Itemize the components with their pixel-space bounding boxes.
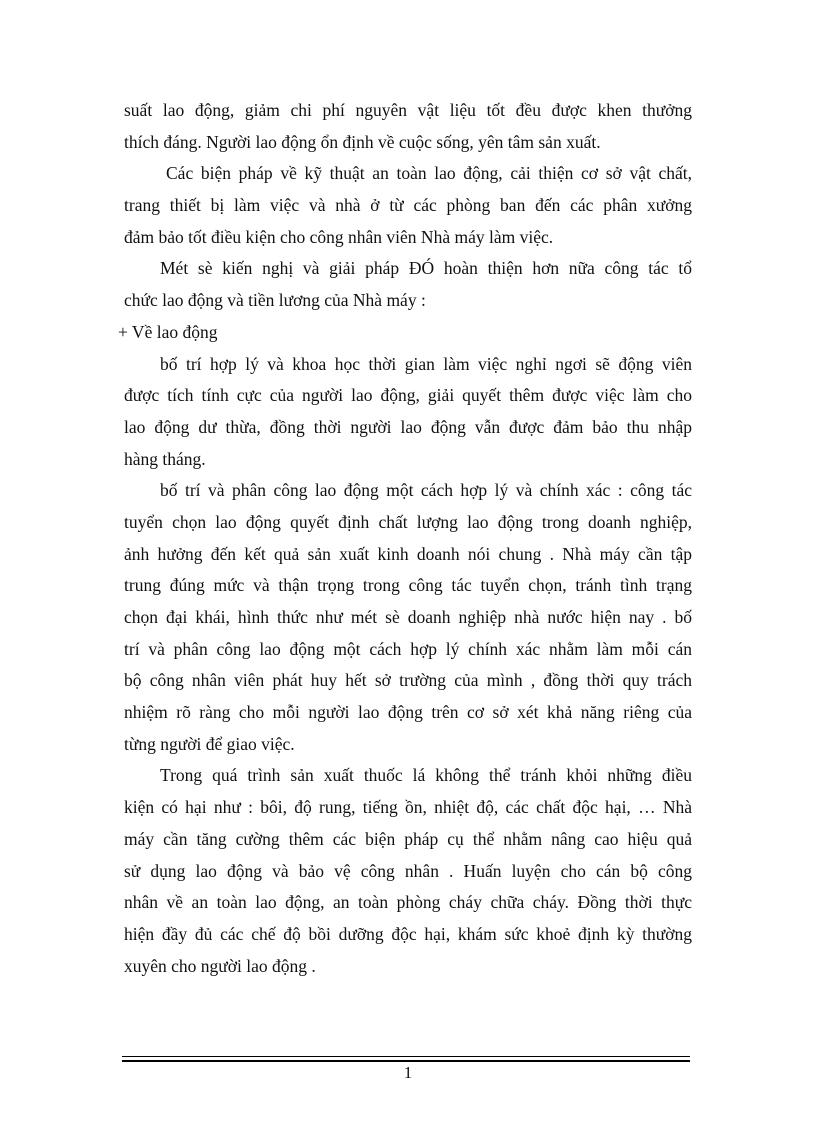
text-line: xuyên cho người lao động . [124, 955, 316, 976]
footer-divider [122, 1056, 690, 1057]
text-line: thích đáng. Người lao động ổn định về cuộc sống, yên tâm sản xuất. [124, 131, 601, 152]
footer-divider [122, 1060, 690, 1062]
text-line: được tích tính cực của người lao động, giải quyết thêm được việc làm cho [124, 385, 692, 406]
text-line: bộ công nhân viên phát huy hết sở trường của mình , đồng thời quy trách [124, 670, 692, 691]
section-heading: + Về lao động [118, 321, 218, 342]
text-line: hiện đầy đủ các chế độ bồi dưỡng độc hại, khám sức khoẻ định kỳ thường [124, 923, 692, 944]
text-line: nhiệm rõ ràng cho mỗi người lao động trên cơ sở xét khả năng riêng của [124, 702, 692, 723]
text-line: nhân về an toàn lao động, an toàn phòng cháy chữa cháy. Đồng thời thực [124, 892, 692, 913]
text-line: bố trí và phân công lao động một cách hợp lý và chính xác : công tác [160, 480, 692, 501]
text-line: ảnh hưởng đến kết quả sản xuất kinh doanh nói chung . Nhà máy cần tập [124, 543, 692, 564]
text-line: từng người để giao việc. [124, 733, 295, 754]
text-line: bố trí hợp lý và khoa học thời gian làm việc nghỉ ngơi sẽ động viên [160, 353, 692, 374]
text-line: Mét sè kiến nghị và giải pháp ĐÓ hoàn thiện hơn nữa công tác tổ [160, 258, 692, 279]
text-line: Trong quá trình sản xuất thuốc lá không thể tránh khỏi những điều [160, 765, 692, 786]
text-line: tuyển chọn lao động quyết định chất lượng lao động trong doanh nghiệp, [124, 511, 692, 532]
document-body [118, 95, 692, 982]
text-line: suất lao động, giảm chi phí nguyên vật liệu tốt đều được khen thưởng [124, 100, 692, 120]
text-line: chức lao động và tiền lương của Nhà máy : [124, 290, 426, 311]
text-line: hàng tháng. [124, 448, 206, 469]
text-line: kiện có hại như : bôi, độ rung, tiếng ồn, nhiệt độ, các chất độc hại, … Nhà [124, 797, 692, 818]
text-line: sử dụng lao động và bảo vệ công nhân . Huấn luyện cho cán bộ công [124, 860, 692, 881]
text-line: máy cần tăng cường thêm các biện pháp cụ thể nhằm nâng cao hiệu quả [124, 828, 692, 849]
text-line: đảm bảo tốt điều kiện cho công nhân viên Nhà máy làm việc. [124, 226, 554, 247]
text-line: Các biện pháp về kỹ thuật an toàn lao động, cải thiện cơ sở vật chất, [166, 163, 692, 184]
text-line: chọn đại khái, hình thức như mét sè doanh nghiệp nhà nước hiện nay . bố [124, 607, 692, 627]
text-line: lao động dư thừa, đồng thời người lao động vẫn được đảm bảo thu nhập [124, 416, 692, 437]
text-line: trang thiết bị làm việc và nhà ở từ các phòng ban đến các phân xưởng [124, 195, 692, 216]
text-line: trung đúng mức và thận trọng trong công tác tuyển chọn, tránh tình trạng [124, 575, 692, 596]
page-number: 1 [403, 1063, 413, 1082]
text-line: trí và phân công lao động một cách hợp lý chính xác nhằm làm mỗi cán [124, 638, 692, 659]
